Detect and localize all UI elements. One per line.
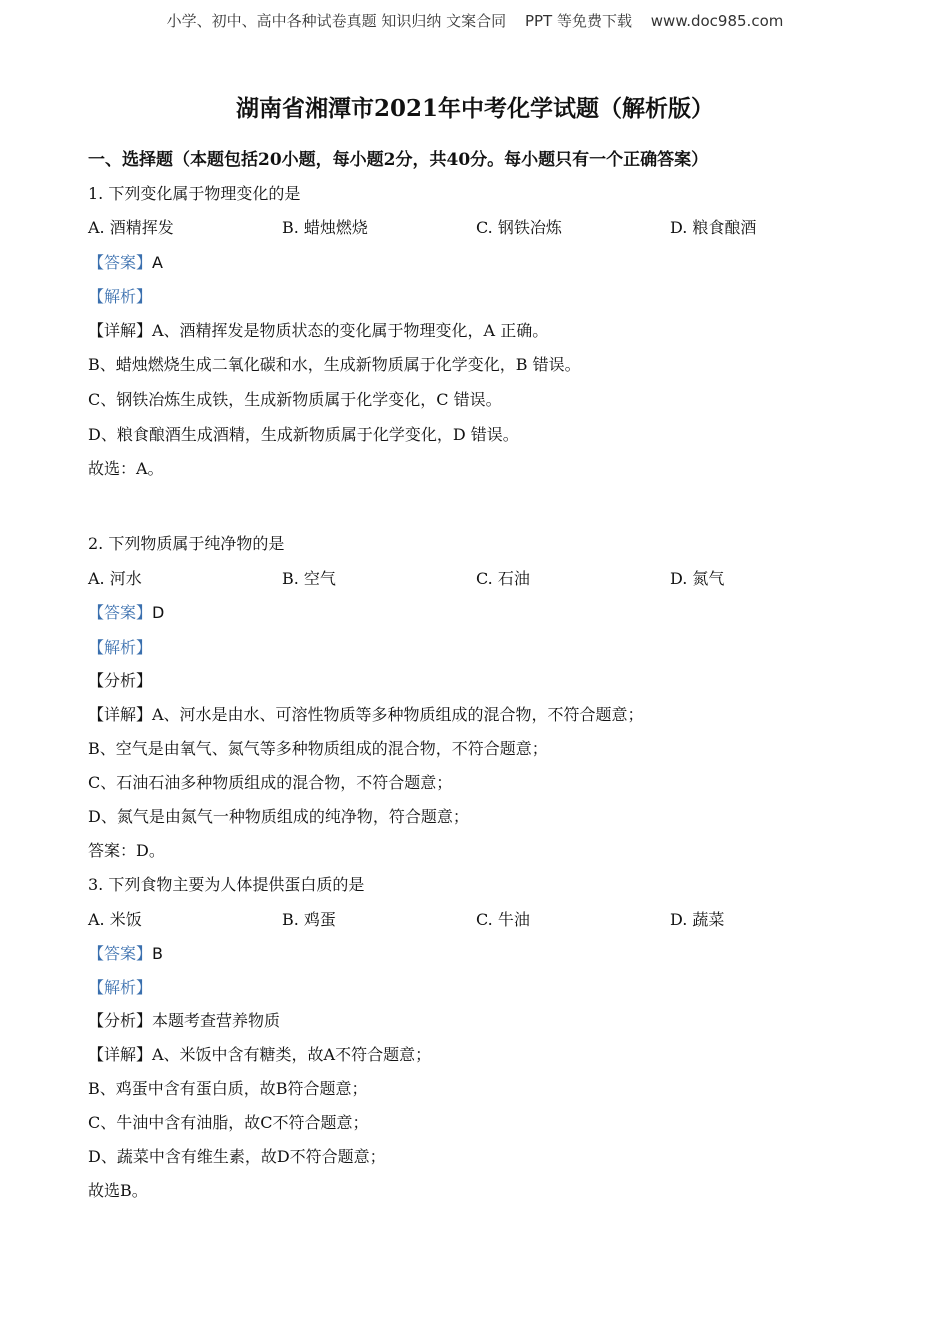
q1-line: C、钢铁冶炼生成铁，生成新物质属于化学变化，C 错误。 [88, 390, 502, 409]
q2-line: D、氮气是由氮气一种物质组成的纯净物，符合题意； [88, 807, 469, 826]
answer-value: A [152, 253, 163, 272]
header-ppt: PPT 等免费下载 [524, 12, 632, 30]
q3-option-d: D. 蔬菜 [670, 910, 725, 929]
q1-option-d: D. 粮食酿酒 [670, 218, 757, 237]
q3-line: 【分析】本题考查营养物质 [88, 1011, 281, 1030]
q2-stem: 2. 下列物质属于纯净物的是 [88, 534, 285, 553]
q2-option-d: D. 氮气 [670, 569, 725, 588]
q1-analysis-tag: 【解析】 [88, 287, 153, 306]
q2-analysis-tag: 【解析】 [88, 638, 153, 657]
q1-stem: 1. 下列变化属于物理变化的是 [88, 184, 301, 203]
answer-tag: 【答案】 [88, 603, 153, 622]
q1-line: B、蜡烛燃烧生成二氧化碳和水，生成新物质属于化学变化，B 错误。 [88, 355, 581, 374]
answer-value: D [152, 603, 165, 622]
q3-line: 故选B。 [88, 1181, 148, 1200]
q2-line: 【分析】 [88, 671, 153, 690]
q1-option-b: B. 蜡烛燃烧 [282, 218, 368, 237]
q3-option-c: C. 牛油 [476, 910, 530, 929]
q1-line: D、粮食酿酒生成酒精，生成新物质属于化学变化，D 错误。 [88, 425, 519, 444]
answer-tag: 【答案】 [88, 253, 153, 272]
q3-answer [88, 941, 163, 964]
q2-option-b: B. 空气 [282, 569, 336, 588]
q3-analysis-tag: 【解析】 [88, 978, 153, 997]
section-heading: 一、选择题（本题包括20小题，每小题2分，共40分。每小题只有一个正确答案） [88, 150, 709, 170]
page-title: 湖南省湘潭市2021年中考化学试题（解析版） [235, 95, 714, 122]
header-text: 小学、初中、高中各种试卷真题 知识归纳 文案合同 [166, 12, 507, 30]
q3-option-b: B. 鸡蛋 [282, 910, 336, 929]
q3-line: C、牛油中含有油脂，故C不符合题意； [88, 1113, 369, 1132]
q1-line: 故选：A。 [88, 459, 164, 478]
q1-option-c: C. 钢铁冶炼 [476, 218, 562, 237]
q3-line: B、鸡蛋中含有蛋白质，故B符合题意； [88, 1079, 368, 1098]
page-header [0, 10, 950, 31]
q2-option-a: A. 河水 [88, 569, 142, 588]
q2-line: 【详解】A、河水是由水、可溶性物质等多种物质组成的混合物，不符合题意； [88, 705, 644, 724]
q2-option-c: C. 石油 [476, 569, 530, 588]
q2-line: 答案：D。 [88, 841, 165, 860]
q1-option-a: A. 酒精挥发 [88, 218, 174, 237]
answer-tag: 【答案】 [88, 944, 153, 963]
q2-answer [88, 600, 164, 623]
q2-line: B、空气是由氧气、氮气等多种物质组成的混合物，不符合题意； [88, 739, 548, 758]
q2-line: C、石油石油多种物质组成的混合物，不符合题意； [88, 773, 453, 792]
q1-line: 【详解】A、酒精挥发是物质状态的变化属于物理变化，A 正确。 [88, 321, 549, 340]
q1-answer [88, 250, 163, 273]
q3-stem: 3. 下列食物主要为人体提供蛋白质的是 [88, 875, 365, 894]
q3-line: 【详解】A、米饭中含有糖类，故A不符合题意； [88, 1045, 432, 1064]
q3-line: D、蔬菜中含有维生素，故D不符合题意； [88, 1147, 386, 1166]
q3-option-a: A. 米饭 [88, 910, 142, 929]
answer-value: B [152, 944, 163, 963]
header-url[interactable]: www.doc985.com [650, 12, 784, 30]
